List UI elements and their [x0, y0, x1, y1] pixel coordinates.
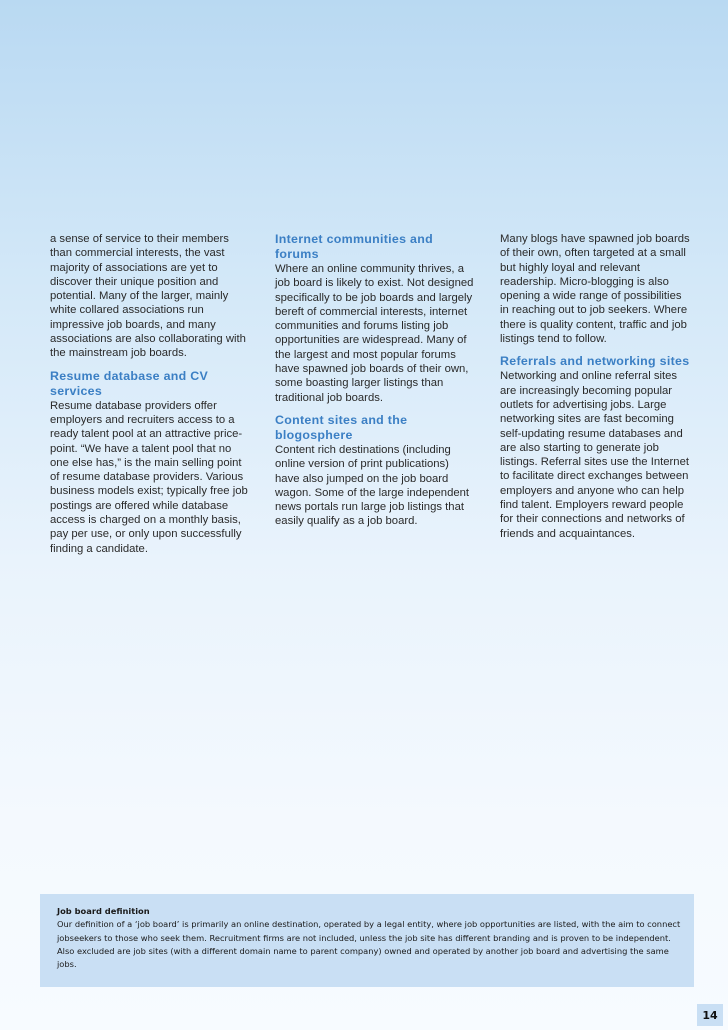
- associations-paragraph: a sense of service to their members than commercial interests, the vast majority of associations are yet to discover their unique position and potential. Many of the larger, mainly white collared associations run impressive job boards, and many associations are also collaborating with the mainstream job boards.: [50, 233, 246, 360]
- content-sites-paragraph: Content rich destinations (including online version of print publications) have also jumped on the job board wagon. Some of the large independent news portals run large job listings that easily qualify as a job board.: [275, 443, 470, 528]
- content-sites-heading: Content sites and the blogosphere: [275, 412, 408, 442]
- definition-title: Job board definition: [57, 906, 150, 916]
- page-number: 14: [697, 1004, 723, 1026]
- referrals-paragraph: Networking and online referral sites are increasingly becoming popular outlets for advertising jobs. Large networking sites are fast becoming self-updating resume databases and are also starting to generate job listings. Referral sites use the Internet to facilitate direct exchanges between employers and anyone who can help find talent. Employers reward people for their connections and networks of friends and acquaintances.: [500, 370, 689, 540]
- referrals-heading: Referrals and networking sites: [500, 354, 690, 369]
- left-column: [50, 232, 250, 556]
- blogs-paragraph: Many blogs have spawned job boards of their own, often targeted at a small but highly loyal and relevant readership. Micro-blogging is also opening a wide range of possibilities in reaching out to job seekers. Where there is quality content, traffic and job listings tend to follow.: [500, 233, 690, 346]
- job-board-definition-box: [40, 894, 694, 987]
- resume-database-paragraph: Resume database providers offer employers and recruiters access to a ready talent pool at an attractive price-point. “We have a talent pool that no one else has,” is the main selling point of resume database providers. Various business models exist; typically free job postings are offered while database access is charged on a monthly basis, pay per use, or only upon successfully finding a candidate.: [50, 399, 248, 555]
- definition-text: Our definition of a ‘job board’ is primarily an online destination, operated by a legal entity, where job opportunities are listed, with the aim to connect jobseekers to those who seek them. Recruitment firms are not included, unless the job site has different branding and is proven to be independent. Also excluded are job sites (with a different domain name to parent company) owned and operated by another job board and advertising the same jobs.: [57, 919, 681, 970]
- internet-communities-paragraph: Where an online community thrives, a job board is likely to exist. Not designed specifically to be job boards and largely bereft of commercial interests, internet communities and forums listing job opportunities are widespread. Many of the largest and most popular forums have spawned job boards of their own, some boasting larger listings than traditional job boards.: [275, 263, 474, 404]
- resume-database-heading: Resume database and CV services: [50, 368, 209, 398]
- middle-column: [275, 232, 475, 529]
- right-column: [500, 232, 692, 541]
- internet-communities-heading: Internet communities and forums: [275, 232, 433, 261]
